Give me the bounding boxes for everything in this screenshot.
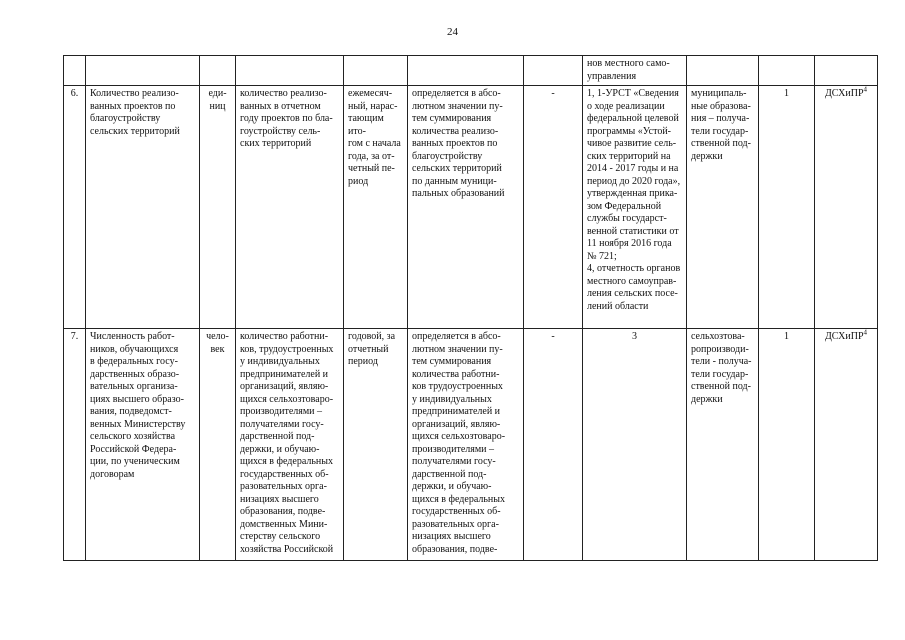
responsible-footnote: 4	[863, 85, 868, 94]
cell-source	[583, 56, 687, 86]
calculation-method	[408, 86, 524, 329]
unit-text: чело- век	[206, 331, 229, 355]
source-text: 1, 1-УРСТ «Сведения о ходе реализации федеральной целевой программы «Устой- чивое развитие сель- ских территорий на 2014 - 2017 годы и на период до 2020 года», утвержденная прика- зом Федеральной службы государст- венной статистики от 11 ноября 2016 года № 721; 4, отчетность органов местного самоуправ- ления сельских посе- лений области	[587, 88, 681, 312]
observation-object	[687, 86, 759, 329]
cell-method	[408, 56, 524, 86]
coverage: 1	[759, 86, 815, 329]
definition-text: количество работни- ков, трудоустроенных у индивидуальных предпринимателей и организаций, являю- щихся сельхозтоваро- производителями – получателями госу- дарственной под- держки, и обучаю- щихся в федеральных государственных об- разовательных орга- низациях высшего образования, подве- домственных Мини- стерству сельского хозяйства Российской	[240, 331, 334, 555]
indicator-name	[86, 329, 200, 561]
unit	[200, 329, 236, 561]
object-text: муниципаль- ные образова- ния – получа- тели государ- ственной под- держки	[691, 88, 751, 162]
cell-name	[86, 56, 200, 86]
cell-object	[687, 56, 759, 86]
definition-text: количество реализо- ванных в отчетном году проектов по бла- гоустройству сель- ских территорий	[240, 88, 333, 149]
page-number: 24	[447, 26, 458, 38]
definition	[236, 86, 344, 329]
indicator-name-text: Численность работ- ников, обучающихся в федеральных госу- дарственных образо- вательных организа- циях высшего образо- вания, подведомст- венных Министерству сельского хозяйства Российской Федера- ции, по ученическим договорам	[90, 331, 186, 480]
indicators-table	[63, 55, 878, 561]
periodicity-text: ежемесяч- ный, нарас- тающим ито- гом с начала года, за от- четный пе- риод	[348, 88, 401, 187]
calculation-method	[408, 329, 524, 561]
indicator-name	[86, 86, 200, 329]
responsible-footnote: 4	[863, 328, 868, 337]
source-text: 3	[632, 331, 637, 342]
unit	[200, 86, 236, 329]
periodicity	[344, 86, 408, 329]
responsible-text: ДСХиПР	[824, 88, 864, 99]
responsible-text: ДСХиПР	[824, 331, 864, 342]
row-number: 7.	[64, 329, 86, 561]
cell-responsible	[815, 56, 878, 86]
row-number: 6.	[64, 86, 86, 329]
data-source	[583, 86, 687, 329]
table-row	[64, 329, 878, 561]
definition	[236, 329, 344, 561]
base-indicator: -	[524, 329, 583, 561]
cell-unit	[200, 56, 236, 86]
periodicity	[344, 329, 408, 561]
continuation-row	[64, 56, 878, 86]
observation-object	[687, 329, 759, 561]
unit-text: еди- ниц	[208, 88, 227, 112]
method-text: определяется в абсо- лютном значении пу- тем суммирования количества реализо- ванных проектов по благоустройству сельских территорий по данным муници- пальных образований	[412, 88, 505, 199]
periodicity-text: годовой, за отчетный период	[348, 331, 396, 367]
data-source	[583, 329, 687, 561]
method-text: определяется в абсо- лютном значении пу- тем суммирования количества работни- ков трудоустроенных у индивидуальных предпринимателей и организаций, являю- щихся сельхозтоваро- производителями – получателями госу- дарственной под- держки, и обучаю- щихся в федеральных государственных об- разовательных орга- низациях высшего образования, подве-	[412, 331, 506, 555]
indicator-name-text: Количество реализо- ванных проектов по благоустройству сельских территорий	[90, 88, 180, 137]
responsible	[815, 329, 878, 561]
responsible	[815, 86, 878, 329]
source-text: нов местного само- управления	[587, 58, 670, 82]
cell-coverage	[759, 56, 815, 86]
cell-base	[524, 56, 583, 86]
object-text: сельхозтова- ропроизводи- тели - получа- тели государ- ственной под- держки	[691, 331, 752, 405]
cell-periodicity	[344, 56, 408, 86]
base-indicator: -	[524, 86, 583, 329]
table-row	[64, 86, 878, 329]
coverage: 1	[759, 329, 815, 561]
cell-definition	[236, 56, 344, 86]
cell-num	[64, 56, 86, 86]
